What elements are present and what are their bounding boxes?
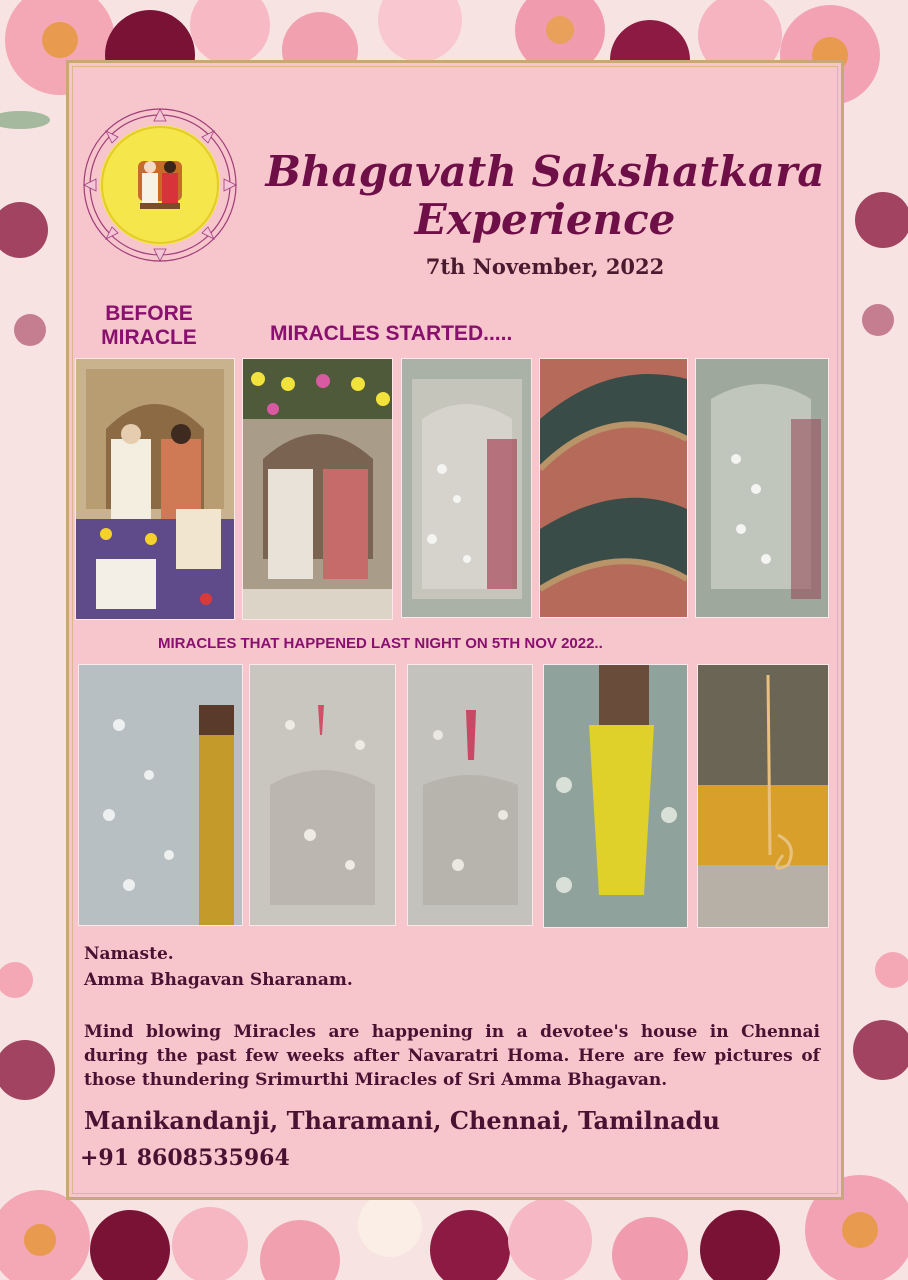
contact-location: Manikandanji, Tharamani, Chennai, Tamilnadu <box>84 1106 720 1135</box>
photo-last-night-2 <box>249 664 396 926</box>
miracles-last-night-label: MIRACLES THAT HAPPENED LAST NIGHT ON 5TH NOV 2022.. <box>158 635 603 652</box>
photo-miracle-started-1 <box>242 358 393 620</box>
page-title-line1: Bhagavath Sakshatkara <box>265 147 825 196</box>
photo-last-night-5 <box>697 664 829 928</box>
photo-miracle-started-4 <box>695 358 829 618</box>
amma-bhagavan-logo <box>80 105 240 265</box>
photo-last-night-3 <box>407 664 533 926</box>
photo-miracle-started-2 <box>401 358 532 618</box>
page-title-line2: Experience <box>414 195 676 244</box>
floral-border-right <box>838 150 908 1130</box>
greeting-sharanam: Amma Bhagavan Sharanam. <box>84 970 353 990</box>
greeting-namaste: Namaste. <box>84 944 174 964</box>
photo-before-miracle <box>75 358 235 620</box>
description-paragraph: Mind blowing Miracles are happening in a devotee's house in Chennai during the past few weeks after Navaratri Homa. Here are few pictures of those thundering Srimurthi Miracles of Sri Amma Bhagavan. <box>84 1022 820 1090</box>
floral-border-left <box>0 150 70 1130</box>
miracles-started-label: MIRACLES STARTED..... <box>270 322 513 345</box>
before-miracle-label-line1: BEFORE <box>105 302 193 325</box>
event-date: 7th November, 2022 <box>425 254 665 279</box>
contact-phone: +91 8608535964 <box>80 1145 290 1171</box>
before-miracle-label <box>90 302 208 350</box>
photo-last-night-4 <box>543 664 688 928</box>
before-miracle-label-line2: MIRACLE <box>101 326 197 349</box>
photo-last-night-1 <box>78 664 243 926</box>
photo-miracle-started-3 <box>539 358 688 618</box>
